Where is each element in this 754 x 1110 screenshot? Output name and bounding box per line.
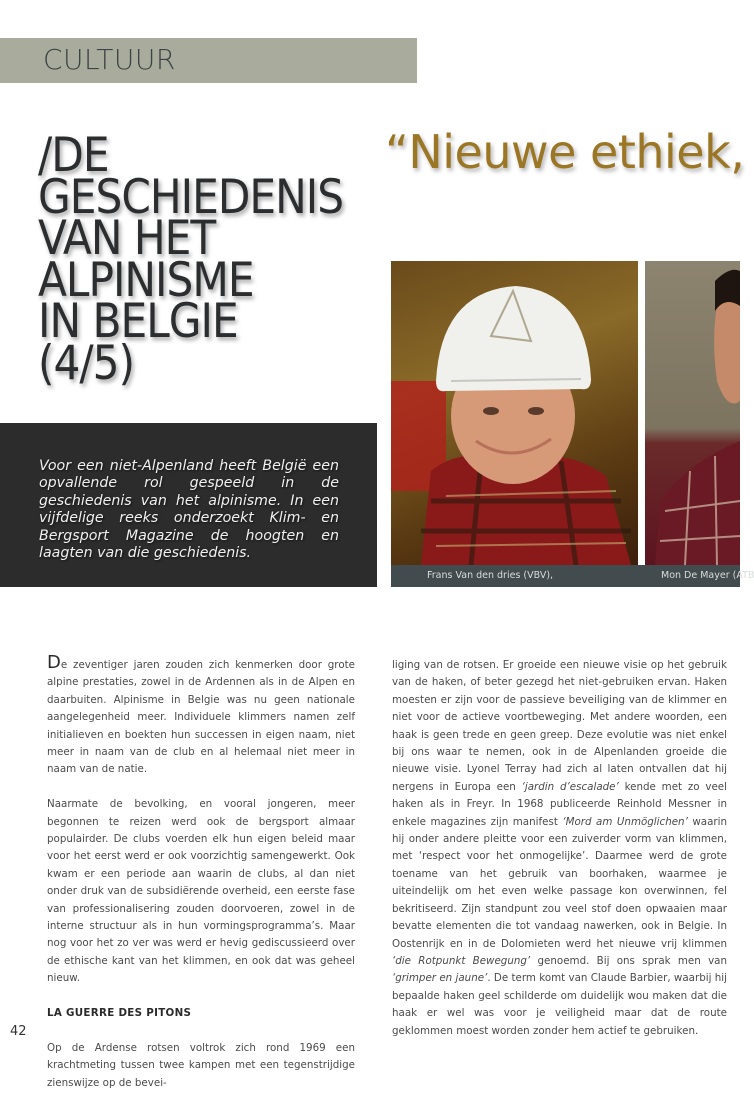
intro-text: Voor een niet-Alpenland heeft België een opvallende rol gespeeld in de geschiedenis van het alpinisme. In een vijfdelige reeks onderzoekt Klim- en Bergsport Magazine de hoogten en laagten van die geschiedenis.	[39, 458, 339, 562]
photo-caption: Mon De Mayer (ATB	[661, 570, 754, 581]
pull-quote: “Nieuwe ethiek,	[385, 125, 745, 179]
photo-caption: Frans Van den dries (VBV),	[427, 570, 554, 581]
title-line: GESCHIEDENIS	[38, 169, 344, 225]
photo-mon-de-mayer	[645, 261, 740, 565]
article-title	[38, 128, 344, 391]
paragraph-text: genoemd. Bij ons sprak men van	[530, 954, 728, 967]
italic-term: ‘jardin d’escalade’	[521, 780, 619, 793]
paragraph-text: kende met zo veel haken als in Freyr. In 1968 publiceerde Reinhold Messner in enkele magazines zijn manifest	[392, 780, 727, 828]
subheading: LA GUERRE DES PITONS	[47, 1007, 192, 1020]
portrait-plaid-illustration	[645, 261, 740, 565]
title-line: /DE	[38, 128, 109, 183]
paragraph-text: liging van de rotsen. Er groeide een nieuwe visie op het gebruik van de haken, of beter gezegd het niet-gebruiken ervan. Haken moesten er zijn voor de passieve beveiliging van de klimmer en niet voor de actieve voortbeweging. Met andere woorden, een haak is geen trede en geen greep. Deze evolutie was niet enkel bij ons waar te nemen, ook in de Alpenlanden groeide die nieuwe visie. Lyonel Terray had zich al laten ontvallen dat hij nergens in Europa een	[392, 659, 727, 793]
section-label: CULTUUR	[43, 43, 176, 76]
italic-term: ‘die Rotpunkt Bewegung’	[392, 954, 531, 967]
paragraph-text: e zeventiger jaren zouden zich kenmerken door grote alpine prestaties, zowel in de Ardennen als in de Alpen en daarbuiten. Alpinisme in Belgie was nu geen nationale aangelegenheid meer. Individuele klimmers namen zelf initialieven en boekten hun successen in eigen naam, niet meer in naam van de club en al helemaal niet meer in naam van de natie.	[47, 659, 355, 776]
paragraph	[47, 652, 355, 779]
paragraph: Op de Ardense rotsen voltrok zich rond 1969 een krachtmeting tussen twee kampen met een tegenstrijdige zienswijze op de bevei-	[47, 1041, 355, 1089]
title-line: VAN HET	[38, 211, 216, 266]
paragraph-text: waarin hij onder andere pleitte voor een zuiverder vorm van klimmen, met ‘respect voor het onmogelijke’. Daarmee werd de grote toename van het gebruik van boorhaken, waarmee je uiteindelijk om het even welke passage kon overwinnen, fel bekritiseerd. Zijn standpunt zou veel stof doen opwaaien maar bevatte elementen die tot vandaag nawerken, ook in Belgie. In Oostenrijk en in de Dolomieten werd het nieuwe vrij klimmen	[392, 815, 728, 950]
italic-term: ‘grimper en jaune’	[392, 972, 488, 985]
portrait-helmet-illustration	[391, 261, 638, 565]
article-column-2	[392, 657, 727, 1057]
drop-cap: D	[47, 652, 61, 673]
paragraph	[392, 657, 727, 1040]
article-column-1	[47, 652, 355, 1110]
paragraph: Naarmate de bevolking, en vooral jongeren, meer begonnen te reizen werd ook de bergsport almaar populairder. De clubs voerden elk hun eigen beleid maar voor het eerst werd er ook voorzichtig samengewerkt. Ook kwam er een periode aan waarin de clubs, al dan niet onder druk van de subsidiërende overheid, een eerste fase van professionalisering zouden doorvoeren, zowel in de interne structuur als in hun vormingsprogramma’s. Maar nog voor het zo ver was werd er hevig gediscussieerd over de ethische kant van het klimmen, en ook dat was geheel nieuw.	[47, 798, 355, 985]
photo-frans-van-den-dries	[391, 261, 638, 565]
paragraph-text: . De term komt van Claude Barbier, waarbij hij bepaalde haken geel schilderde om duidelijk wou maken dat die haak er wel was voor je veiligheid maar dat de route geklommen moest worden zonder hem actief te gebruiken.	[392, 972, 728, 1037]
title-line: ALPINISME	[38, 252, 254, 308]
title-line: IN BELGIE	[38, 294, 238, 349]
title-line: (4/5)	[38, 335, 135, 391]
page-number: 42	[10, 1024, 27, 1039]
italic-term: ‘Mord am Unmöglichen’	[562, 815, 688, 828]
